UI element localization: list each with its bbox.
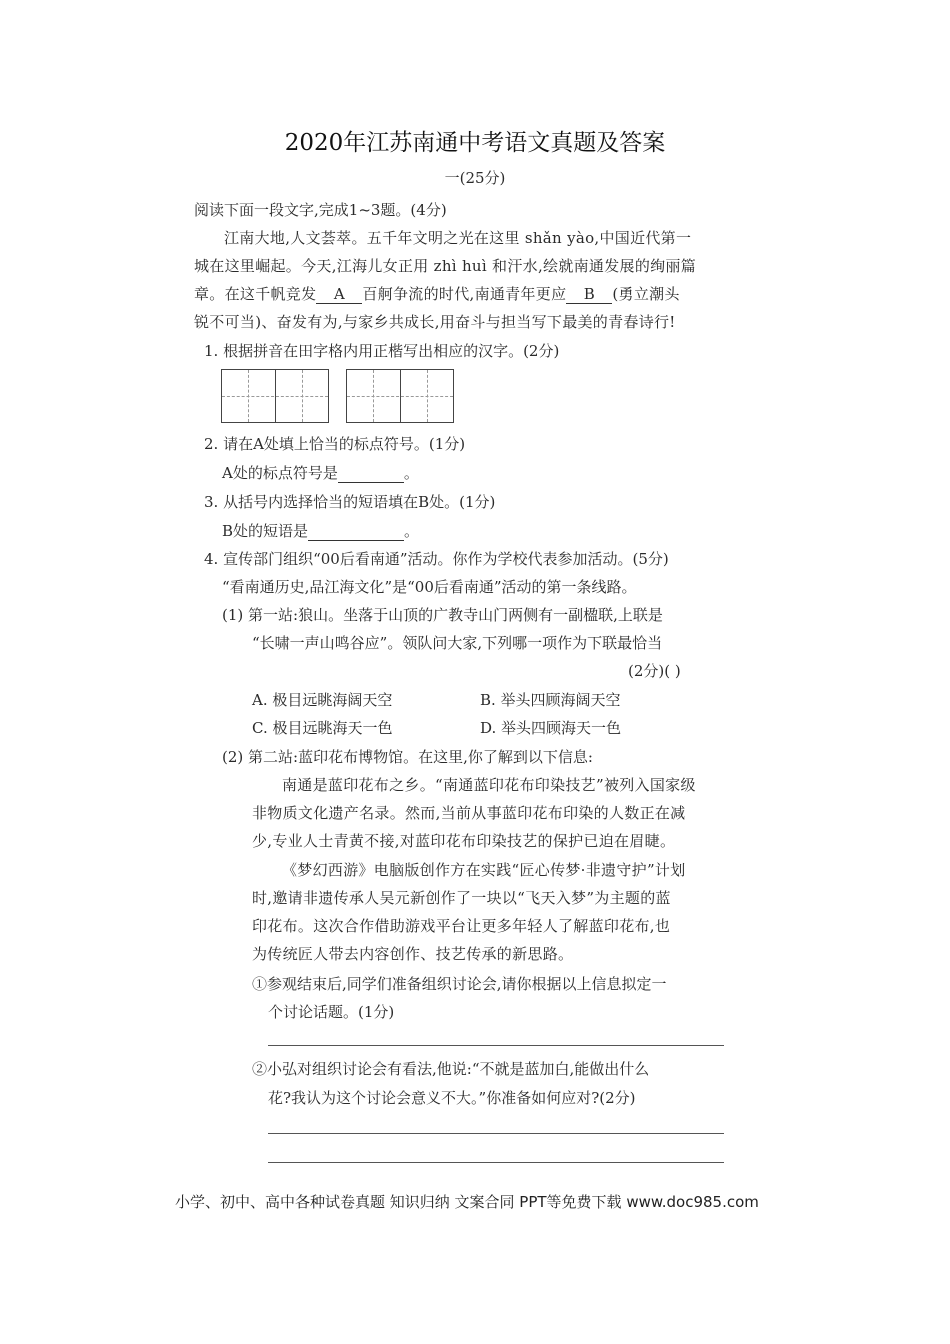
answer-line-3[interactable] [268,1162,724,1163]
question-3-answer-label: B处的短语是 [222,522,309,540]
option-c[interactable]: C. 极目远眺海天一色 [252,719,393,737]
page-title: 2020年江苏南通中考语文真题及答案 [284,130,666,156]
sub-question-1-line-1: ①参观结束后,同学们准备组织讨论会,请你根据以上信息拟定一 [252,975,667,993]
passage-line-2: 城在这里崛起。今天,江海儿女正用 zhì huì 和汗水,绘就南通发展的绚丽篇 [194,257,697,275]
question-3-answer [222,521,419,541]
reading-intro: 阅读下面一段文字,完成1~3题。(4分) [194,201,447,219]
question-4-part-1-line-1: (1) 第一站:狼山。坐落于山顶的广教寺山门两侧有一副楹联,上联是 [222,606,663,624]
passage-line-3-middle: 百舸争流的时代,南通青年更应 [362,285,567,303]
passage-line-3 [194,284,680,304]
blank-a: A [316,285,362,304]
answer-line-2[interactable] [268,1133,724,1134]
question-4-part-1-score: (2分)( ) [628,662,681,680]
info-para-2-line-4: 为传统匠人带去内容创作、技艺传承的新思路。 [252,945,574,963]
question-4-line-2: “看南通历史,品江海文化”是“00后看南通”活动的第一条线路。 [222,578,637,596]
tianzige-grid-1[interactable] [221,369,329,423]
blank-b: B [566,285,612,304]
option-a[interactable]: A. 极目远眺海阔天空 [252,691,393,709]
passage-line-3-end: (勇立潮头 [612,285,680,303]
info-para-2-line-2: 时,邀请非遗传承人吴元新创作了一块以“飞天入梦”为主题的蓝 [252,889,671,907]
section-heading: 一(25分) [444,169,506,187]
question-3-answer-end: 。 [404,522,420,540]
answer-blank-a[interactable] [338,464,404,483]
question-1: 1. 根据拼音在田字格内用正楷写出相应的汉字。(2分) [204,342,560,360]
question-2-answer [222,463,419,483]
sub-question-2-line-1: ②小弘对组织讨论会有看法,他说:“不就是蓝加白,能做出什么 [252,1060,650,1078]
info-para-2-line-1: 《梦幻西游》电脑版创作方在实践“匠心传梦·非遗守护”计划 [282,861,686,879]
question-2-answer-end: 。 [403,464,419,482]
answer-line-1[interactable] [268,1045,724,1046]
tianzige-grid-2[interactable] [346,369,454,423]
question-2: 2. 请在A处填上恰当的标点符号。(1分) [204,435,466,453]
answer-blank-b[interactable] [308,522,404,541]
question-3: 3. 从括号内选择恰当的短语填在B处。(1分) [204,493,496,511]
passage-line-1: 江南大地,人文荟萃。五千年文明之光在这里 shǎn yào,中国近代第一 [224,229,692,247]
passage-line-3-start: 章。在这千帆竞发 [194,285,317,303]
info-para-1-line-1: 南通是蓝印花布之乡。“南通蓝印花布印染技艺”被列入国家级 [282,776,696,794]
sub-question-2-line-2: 花?我认为这个讨论会意义不大。”你准备如何应对?(2分) [268,1089,636,1107]
info-para-1-line-3: 少,专业人士青黄不接,对蓝印花布印染技艺的保护已迫在眉睫。 [252,832,676,850]
footer-text: 小学、初中、高中各种试卷真题 知识归纳 文案合同 PPT等免费下载 www.doc985.com [175,1193,759,1211]
sub-question-1-line-2: 个讨论话题。(1分) [268,1003,395,1021]
option-b[interactable]: B. 举头四顾海阔天空 [480,691,621,709]
question-2-answer-label: A处的标点符号是 [222,464,338,482]
question-4-part-2-line-1: (2) 第二站:蓝印花布博物馆。在这里,你了解到以下信息: [222,748,593,766]
option-d[interactable]: D. 举头四顾海天一色 [480,719,622,737]
question-4-part-1-line-2: “长啸一声山鸣谷应”。领队问大家,下列哪一项作为下联最恰当 [252,634,663,652]
info-para-1-line-2: 非物质文化遗产名录。然而,当前从事蓝印花布印染的人数正在减 [252,804,686,822]
info-para-2-line-3: 印花布。这次合作借助游戏平台让更多年轻人了解蓝印花布,也 [252,917,671,935]
question-4: 4. 宣传部门组织“00后看南通”活动。你作为学校代表参加活动。(5分) [204,550,669,568]
passage-line-4: 锐不可当)、奋发有为,与家乡共成长,用奋斗与担当写下最美的青春诗行! [194,313,676,331]
